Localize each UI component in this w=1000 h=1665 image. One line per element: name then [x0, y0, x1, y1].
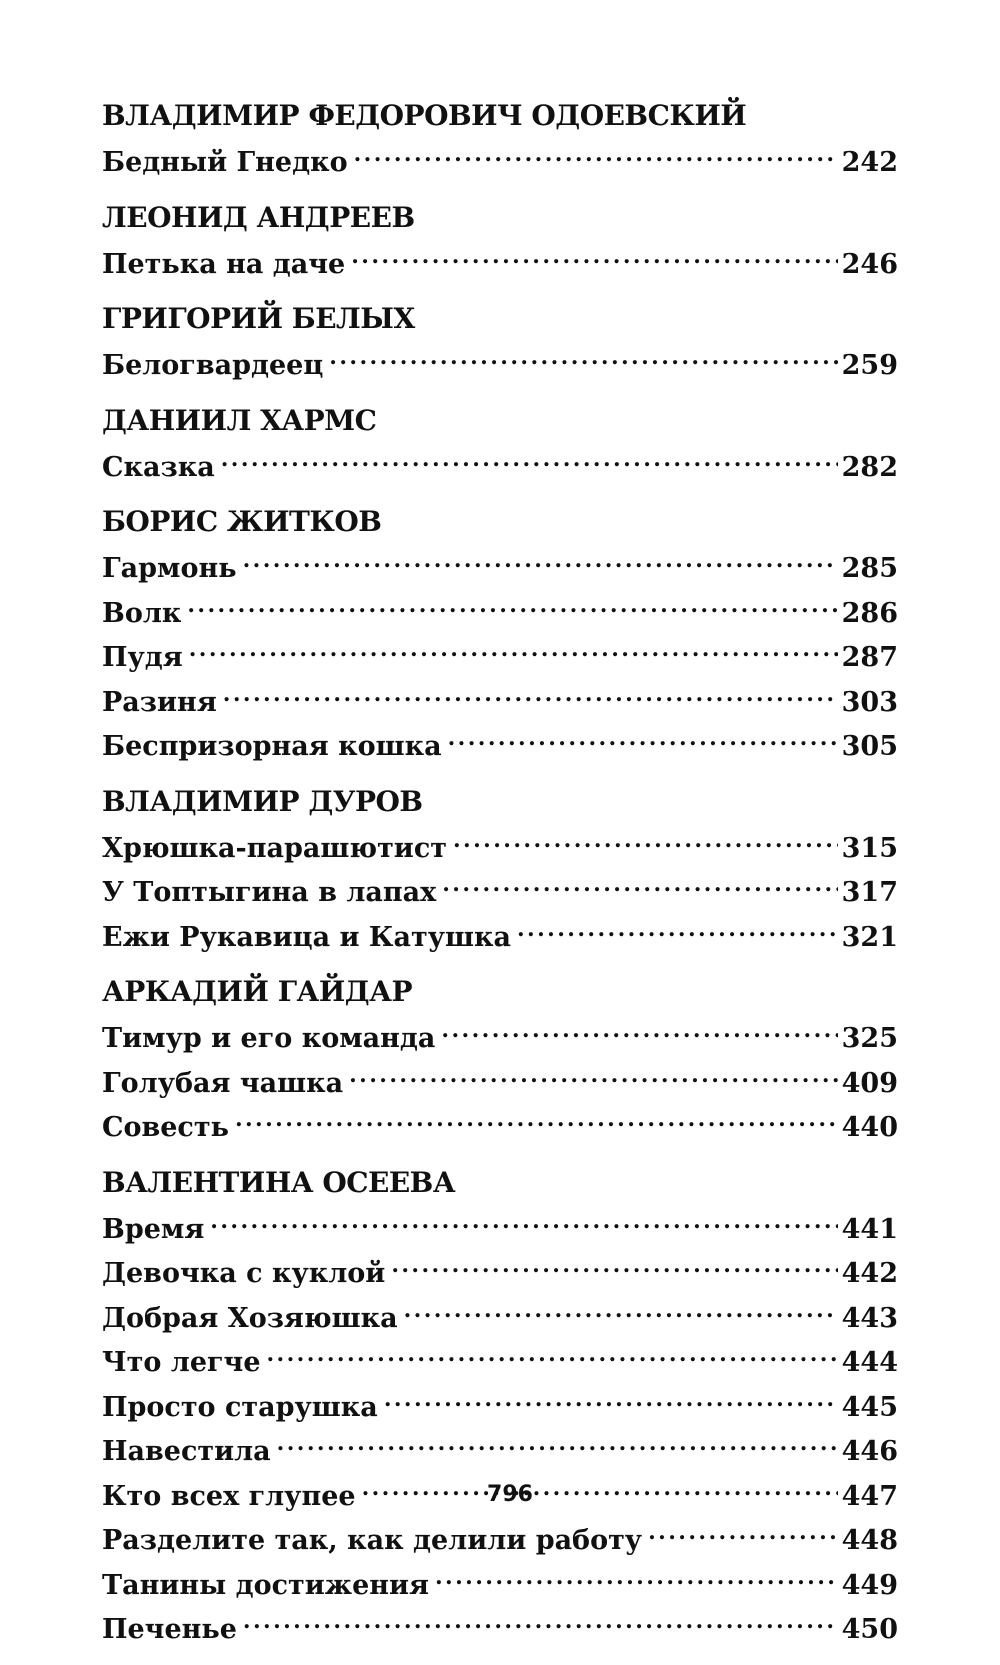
- dot-leader: [448, 720, 838, 755]
- toc-entry: [102, 1514, 898, 1559]
- entry-title: Танины достижения: [102, 1569, 429, 1601]
- dot-leader: [351, 238, 837, 273]
- toc-entry: [102, 720, 898, 765]
- entry-title: Голубая чашка: [102, 1067, 344, 1099]
- entry-page: 449: [841, 1569, 898, 1601]
- dot-leader: [243, 542, 838, 577]
- entry-title: Навестила: [102, 1436, 271, 1467]
- entry-page: 441: [841, 1213, 898, 1245]
- entry-title: У Топтыгина в лапах: [102, 877, 437, 908]
- entry-page: 448: [841, 1525, 898, 1556]
- entry-page: 440: [841, 1112, 898, 1143]
- toc-entry: [102, 587, 898, 632]
- entry-page: 321: [841, 921, 898, 953]
- author-heading: ДАНИИЛ ХАРМС: [102, 403, 377, 437]
- entry-page: 259: [841, 350, 898, 381]
- toc-section: [102, 782, 898, 956]
- entry-page: 242: [841, 147, 898, 178]
- toc-entry: [102, 631, 898, 676]
- dot-leader: [329, 339, 837, 374]
- entry-page: 303: [841, 686, 898, 718]
- entry-page: 287: [841, 642, 898, 673]
- toc-entry: [102, 866, 898, 911]
- entry-page: 447: [841, 1480, 898, 1512]
- dot-leader: [384, 1381, 838, 1416]
- toc-section: [102, 299, 898, 384]
- entry-title: Разиня: [102, 686, 217, 718]
- author-heading: АРКАДИЙ ГАЙДАР: [102, 975, 413, 1008]
- entry-title: Кто всех глупее: [102, 1480, 356, 1512]
- toc-entry: [102, 676, 898, 721]
- dot-leader: [391, 1247, 837, 1282]
- toc-entry: [102, 911, 898, 956]
- entry-page: 442: [841, 1258, 898, 1289]
- author-heading: ЛЕОНИД АНДРЕЕВ: [102, 200, 415, 234]
- entry-title: Бедный Гнедко: [102, 147, 348, 178]
- dot-leader: [223, 676, 838, 711]
- entry-page: 317: [841, 877, 898, 908]
- entry-title: Время: [102, 1213, 205, 1245]
- entry-page: 445: [841, 1391, 898, 1423]
- entry-page: 325: [841, 1023, 898, 1054]
- toc-entry: [102, 1247, 898, 1292]
- entry-page: 286: [841, 597, 898, 629]
- toc-entry: [102, 238, 898, 283]
- entry-title: Сказка: [102, 451, 215, 483]
- entry-title: Добрая Хозяюшка: [102, 1302, 398, 1334]
- toc-entry: [102, 542, 898, 587]
- dot-leader: [648, 1514, 838, 1549]
- toc-section: [102, 198, 898, 283]
- entry-title: Просто старушка: [102, 1391, 378, 1423]
- dot-leader: [277, 1425, 838, 1460]
- entry-title: Беспризорная кошка: [102, 731, 442, 762]
- page-number: 796: [487, 1482, 533, 1507]
- toc-entry: [102, 1559, 898, 1604]
- toc-entry: [102, 1057, 898, 1102]
- table-of-contents: [102, 96, 898, 1665]
- entry-title: Что легче: [102, 1347, 261, 1378]
- toc-entry: [102, 1603, 898, 1648]
- entry-title: Гармонь: [102, 553, 237, 584]
- toc-section: [102, 1163, 898, 1648]
- entry-title: Петька на даче: [102, 248, 346, 280]
- entry-title: Девочка с куклой: [102, 1258, 386, 1289]
- entry-page: 450: [841, 1614, 898, 1645]
- toc-entry: [102, 1336, 898, 1381]
- entry-title: Печенье: [102, 1614, 237, 1645]
- toc-section: [102, 96, 898, 181]
- dot-leader: [210, 1203, 837, 1238]
- entry-title: Тимур и его команда: [102, 1023, 436, 1054]
- entry-page: 282: [841, 451, 898, 483]
- entry-title: Белогвардеец: [102, 350, 324, 381]
- dot-leader: [517, 911, 838, 946]
- entry-title: Хрюшка-парашютист: [102, 832, 447, 864]
- toc-entry: [102, 1203, 898, 1248]
- entry-page: 446: [841, 1436, 898, 1467]
- dot-leader: [404, 1292, 838, 1327]
- author-heading: ВЛАДИМИР ФЕДОРОВИЧ ОДОЕВСКИЙ: [102, 99, 747, 132]
- author-heading: ГРИГОРИЙ БЕЛЫХ: [102, 302, 415, 335]
- dot-leader: [354, 136, 838, 171]
- toc-entry: [102, 1012, 898, 1057]
- entry-page: 444: [841, 1347, 898, 1378]
- entry-page: 285: [841, 553, 898, 584]
- entry-title: Пудя: [102, 642, 183, 673]
- entry-page: 443: [841, 1302, 898, 1334]
- dot-leader: [267, 1336, 838, 1371]
- toc-entry: [102, 1101, 898, 1146]
- entry-page: 246: [841, 248, 898, 280]
- dot-leader: [435, 1559, 838, 1594]
- toc-entry: [102, 441, 898, 486]
- entry-title: Ежи Рукавица и Катушка: [102, 921, 511, 953]
- toc-section: [102, 972, 898, 1146]
- dot-leader: [441, 1012, 837, 1047]
- toc-section: [102, 401, 898, 486]
- toc-entry: [102, 1381, 898, 1426]
- entry-title: Волк: [102, 597, 182, 629]
- toc-section: [102, 502, 898, 765]
- entry-title: Совесть: [102, 1112, 229, 1143]
- toc-entry: [102, 822, 898, 867]
- entry-page: 315: [841, 832, 898, 864]
- author-heading: БОРИС ЖИТКОВ: [102, 505, 382, 538]
- dot-leader: [187, 587, 837, 622]
- toc-entry: [102, 136, 898, 181]
- author-heading: ВЛАДИМИР ДУРОВ: [102, 784, 423, 818]
- dot-leader: [453, 822, 838, 857]
- dot-leader: [189, 631, 838, 666]
- toc-entry: [102, 1292, 898, 1337]
- entry-page: 305: [841, 731, 898, 762]
- toc-entry: [102, 339, 898, 384]
- author-heading: ВАЛЕНТИНА ОСЕЕВА: [102, 1165, 456, 1199]
- entry-title: Разделите так, как делили работу: [102, 1525, 643, 1556]
- toc-entry: [102, 1425, 898, 1470]
- dot-leader: [235, 1101, 838, 1136]
- dot-leader: [349, 1057, 838, 1092]
- dot-leader: [221, 441, 838, 476]
- dot-leader: [243, 1603, 838, 1638]
- dot-leader: [442, 866, 837, 901]
- entry-page: 409: [841, 1067, 898, 1099]
